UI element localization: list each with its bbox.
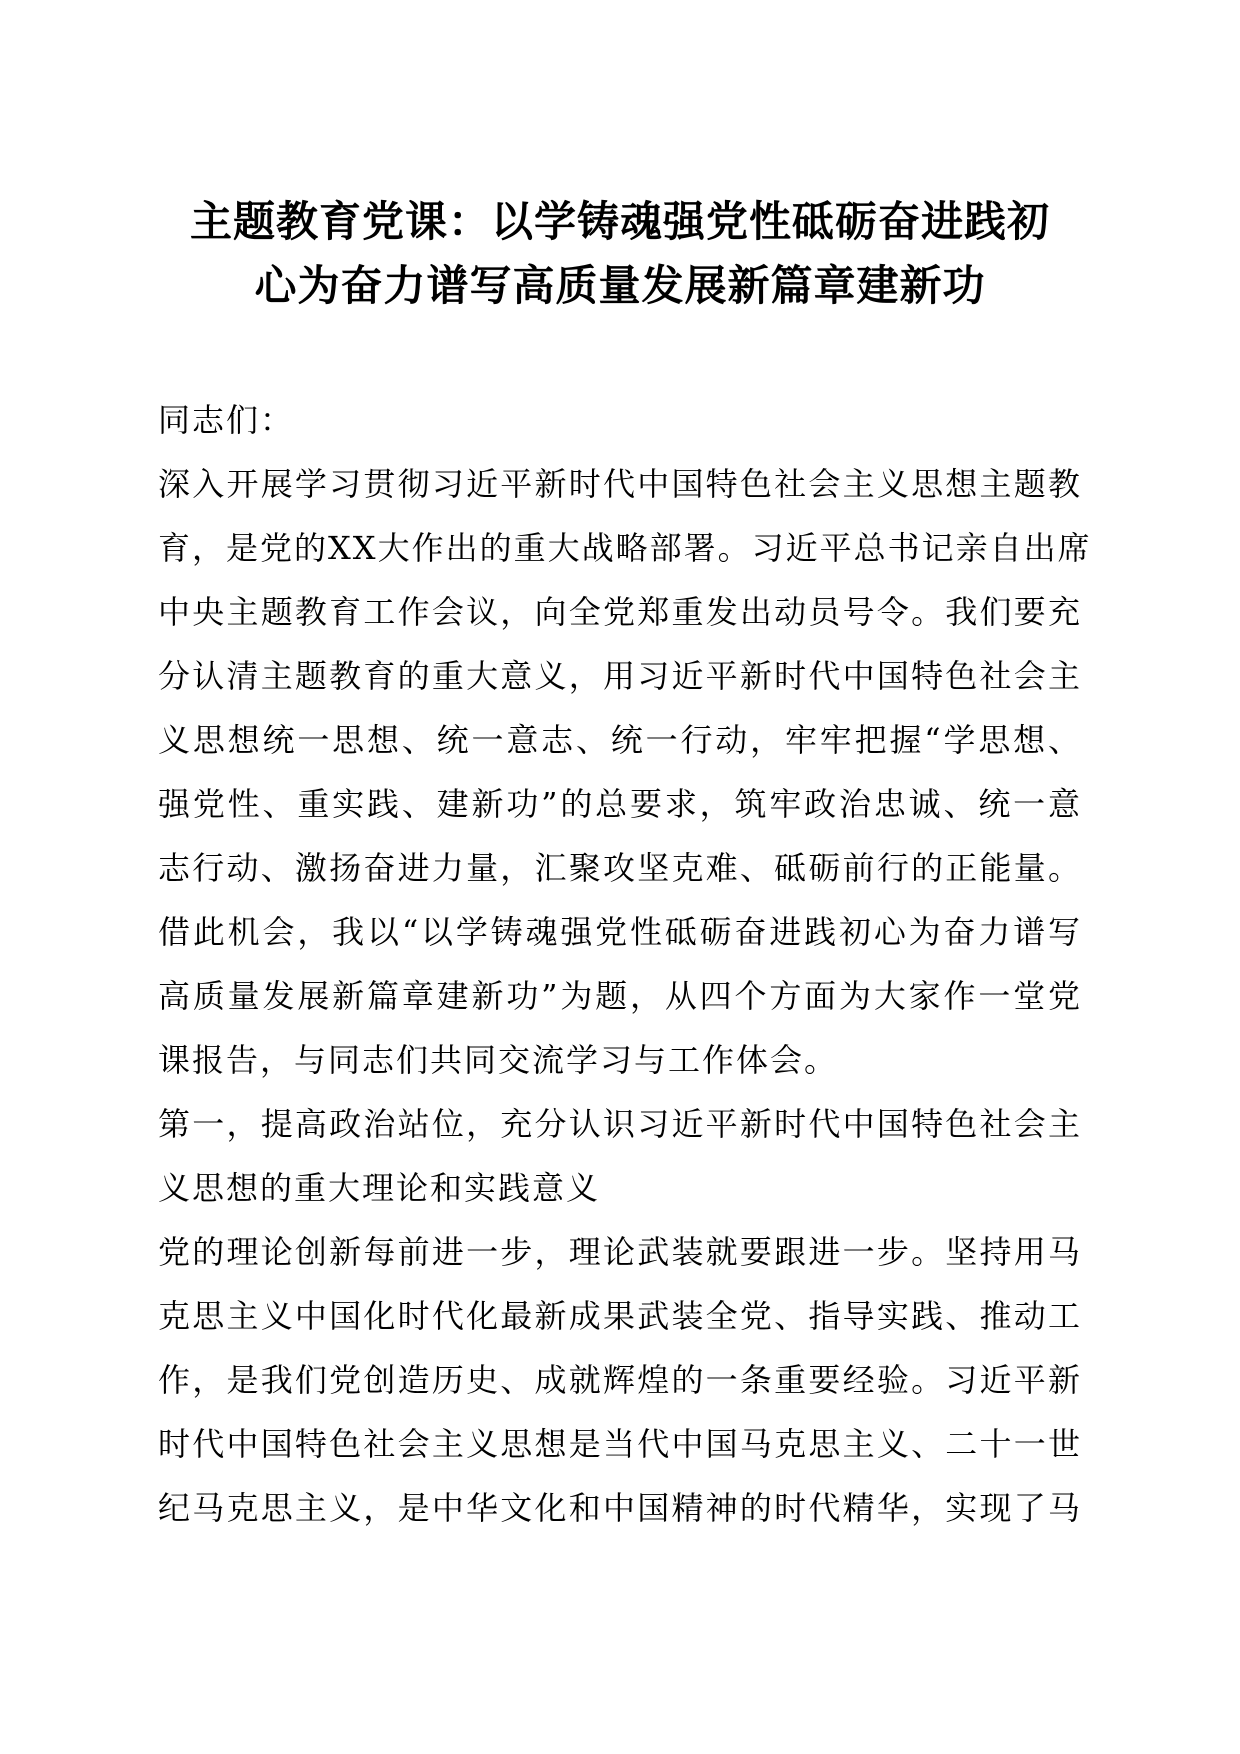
document-title <box>150 190 1090 318</box>
document-body <box>158 388 1092 1540</box>
heading-line: 义思想的重大理论和实践意义 <box>158 1169 601 1207</box>
title-line-1: 主题教育党课：以学铸魂强党性砥砺奋进践初 <box>189 197 1050 246</box>
paragraph-line: 育，是党的XX大作出的重大战略部署。习近平总书记亲自出席 <box>158 529 1092 567</box>
paragraph-line: 志行动、激扬奋进力量，汇聚攻坚克难、砥砺前行的正能量。 <box>158 849 1082 887</box>
paragraph-line: 时代中国特色社会主义思想是当代中国马克思主义、二十一世 <box>158 1425 1082 1463</box>
paragraph-line: 作，是我们党创造历史、成就辉煌的一条重要经验。习近平新 <box>158 1361 1082 1399</box>
greeting: 同志们： <box>158 401 295 439</box>
paragraph-section-1 <box>158 1220 1082 1540</box>
paragraph-line: 党的理论创新每前进一步，理论武装就要跟进一步。坚持用马 <box>158 1233 1082 1271</box>
paragraph-line: 高质量发展新篇章建新功”为题，从四个方面为大家作一堂党 <box>158 977 1082 1015</box>
paragraph-line: 中央主题教育工作会议，向全党郑重发出动员号令。我们要充 <box>158 593 1082 631</box>
paragraph-line: 义思想统一思想、统一意志、统一行动，牢牢把握“学思想、 <box>158 721 1082 759</box>
paragraph-line: 课报告，与同志们共同交流学习与工作体会。 <box>158 1041 839 1079</box>
title-line-2: 心为奋力谱写高质量发展新篇章建新功 <box>254 261 986 310</box>
paragraph-intro <box>158 452 1092 1092</box>
section-heading-1 <box>158 1092 1082 1220</box>
paragraph-line: 借此机会，我以“以学铸魂强党性砥砺奋进践初心为奋力谱写 <box>158 913 1082 951</box>
paragraph-line: 强党性、重实践、建新功”的总要求，筑牢政治忠诚、统一意 <box>158 785 1082 823</box>
paragraph-line: 纪马克思主义，是中华文化和中国精神的时代精华，实现了马 <box>158 1489 1082 1527</box>
paragraph-line: 克思主义中国化时代化最新成果武装全党、指导实践、推动工 <box>158 1297 1082 1335</box>
paragraph-line: 深入开展学习贯彻习近平新时代中国特色社会主义思想主题教 <box>158 465 1082 503</box>
paragraph-line: 分认清主题教育的重大意义，用习近平新时代中国特色社会主 <box>158 657 1082 695</box>
heading-line: 第一，提高政治站位，充分认识习近平新时代中国特色社会主 <box>158 1105 1082 1143</box>
